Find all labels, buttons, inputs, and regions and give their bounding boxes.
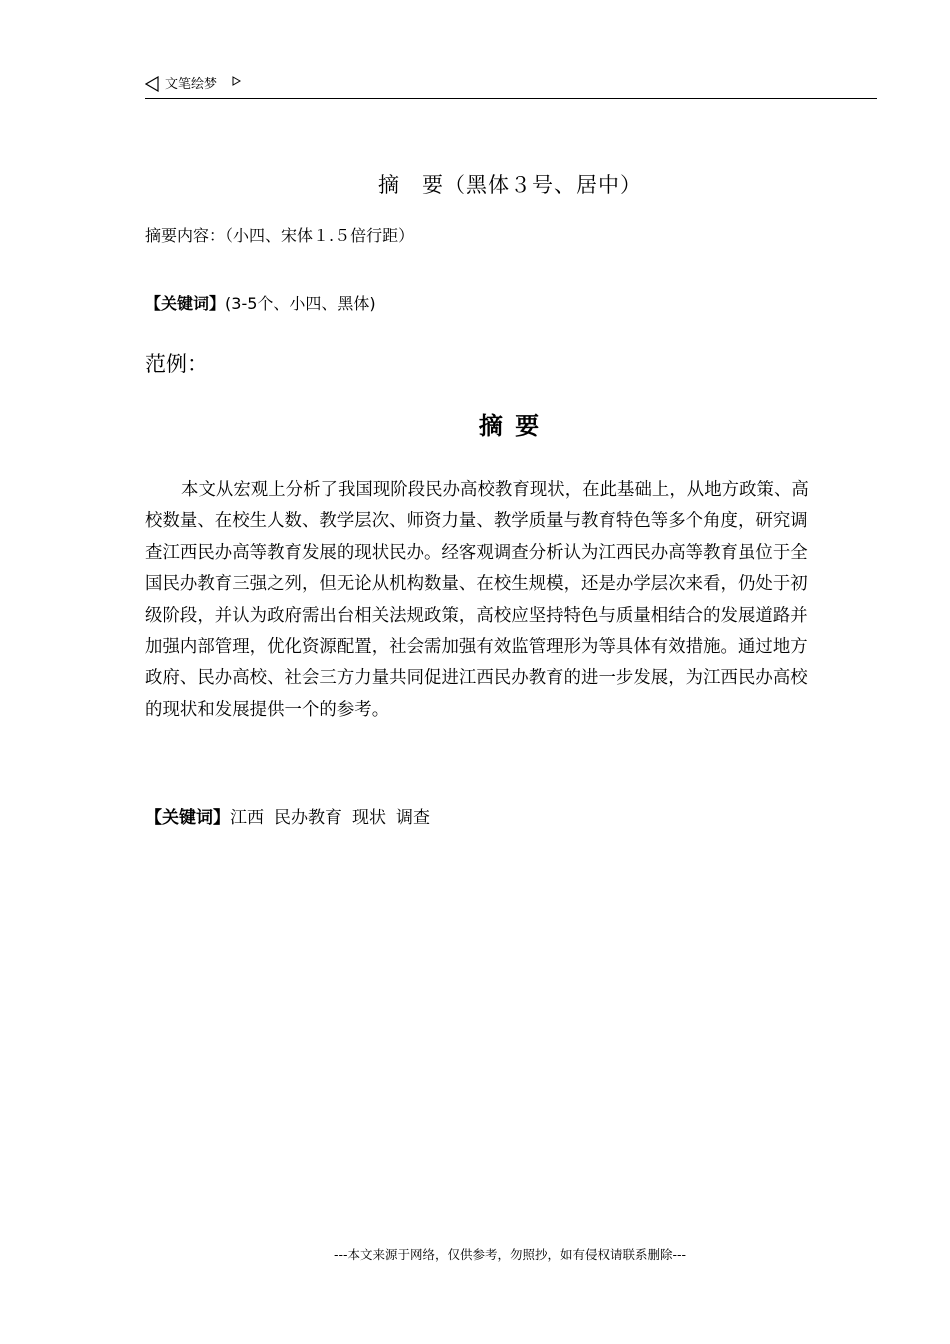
keyword-item: 现状 xyxy=(352,808,386,828)
keywords-instruction xyxy=(145,292,376,316)
keywords-line xyxy=(145,805,440,831)
abstract-line: 校数量、在校生人数、教学层次、师资力量、教学质量与教育特色等多个角度，研究调 xyxy=(145,511,808,532)
triangle-right-icon xyxy=(232,76,241,86)
keywords-instruction-text: (3-5个、小四、黑体) xyxy=(225,294,376,313)
abstract-line: 本文从宏观上分析了我国现阶段民办高校教育现状，在此基础上，从地方政策、高 xyxy=(181,480,809,500)
abstract-line: 加强内部管理，优化资源配置，社会需加强有效监管理形为等具体有效措施。通过地方 xyxy=(145,637,808,658)
title-instruction: 摘 要（黑体３号、居中） xyxy=(378,173,642,197)
abstract-heading: 摘 要 xyxy=(478,412,542,440)
abstract-line: 的现状和发展提供一个的参考。 xyxy=(145,699,390,720)
keyword-item: 江西 xyxy=(230,808,264,828)
triangle-left-icon xyxy=(145,76,159,92)
page-header xyxy=(145,74,877,99)
header-brand: 文笔绘梦 xyxy=(165,77,218,92)
example-label: 范例： xyxy=(145,352,208,376)
footer-disclaimer: ---本文来源于网络，仅供参考，勿照抄，如有侵权请联系删除--- xyxy=(333,1247,687,1262)
abstract-line: 级阶段，并认为政府需出台相关法规政策，高校应坚持特色与质量相结合的发展道路并 xyxy=(145,605,808,626)
keywords-instruction-label: 【关键词】 xyxy=(145,294,226,313)
abstract-line: 国民办教育三强之列，但无论从机构数量、在校生规模，还是办学层次来看，仍处于初 xyxy=(145,574,808,595)
keyword-item: 调查 xyxy=(396,808,430,828)
abstract-body xyxy=(145,475,872,726)
abstract-instruction: 摘要内容：（小四、宋体１.５倍行距） xyxy=(145,226,415,245)
keyword-item: 民办教育 xyxy=(274,808,342,828)
abstract-line: 查江西民办高等教育发展的现状民办。经客观调查分析认为江西民办高等教育虽位于全 xyxy=(145,542,808,563)
keywords-label: 【关键词】 xyxy=(145,808,230,828)
abstract-line: 政府、民办高校、社会三方力量共同促进江西民办教育的进一步发展，为江西民办高校 xyxy=(145,668,808,689)
